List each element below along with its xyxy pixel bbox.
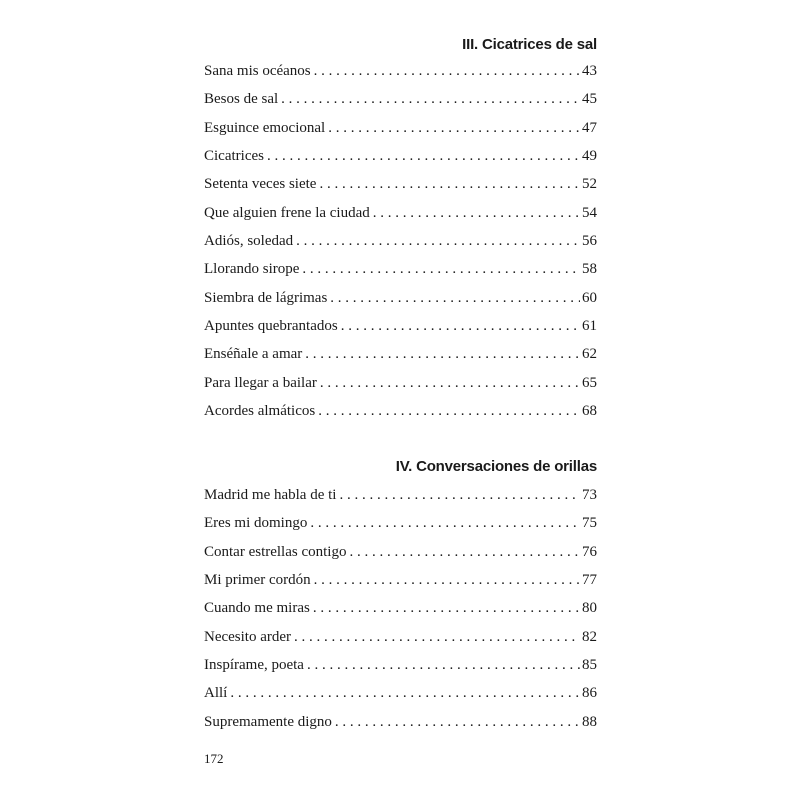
dot-leader [341,317,580,335]
dot-leader [320,374,580,392]
toc-entry-title: Apuntes quebrantados [204,317,338,334]
dot-leader [302,260,580,278]
toc-entry-title: Siembra de lágrimas [204,289,328,306]
toc-entry-page: 47 [582,119,597,136]
toc-entry-page: 86 [582,685,597,702]
dot-leader [307,656,580,674]
toc-entry [204,260,597,288]
toc-entry [204,514,597,542]
dot-leader [319,175,580,193]
toc-entry-page: 85 [582,656,597,673]
toc-entry [204,119,597,147]
toc-entry-title: Enséñale a amar [204,346,303,363]
toc-entry-title: Setenta veces siete [204,176,317,193]
toc-entry [204,147,597,175]
section-heading: III. Cicatrices de sal [462,36,597,53]
toc-section-conversaciones-de-orillas [204,457,597,741]
dot-leader [314,62,580,80]
toc-entry-title: Allí [204,685,228,702]
toc-entry-page: 45 [582,91,597,108]
toc-entry-title: Esguince emocional [204,119,326,136]
dot-leader [313,599,580,617]
toc-entry-page: 73 [582,487,597,503]
toc-entry-page: 82 [582,628,597,645]
toc-entry [204,175,597,203]
toc-entry-page: 43 [582,63,597,79]
toc-entry [204,571,597,599]
toc-entry-title: Adiós, soledad [204,232,294,249]
toc-entry-page: 52 [582,176,597,193]
toc-entry [204,486,597,514]
dot-leader [330,289,580,307]
toc-list [204,486,597,741]
toc-entry-title: Acordes almáticos [204,402,316,419]
toc-entry-page: 49 [582,147,597,164]
toc-list [204,62,597,430]
dot-leader [349,543,580,561]
toc-entry [204,599,597,627]
toc-entry-page: 60 [582,289,597,306]
dot-leader [305,345,580,363]
toc-entry [204,289,597,317]
toc-entry-title: Sana mis océanos [204,63,311,79]
dot-leader [328,119,580,137]
toc-entry-page: 76 [582,543,597,560]
page-number: 172 [204,751,224,766]
dot-leader [230,684,580,702]
toc-section-cicatrices-de-sal [204,35,597,430]
toc-entry [204,374,597,402]
dot-leader [267,147,580,165]
toc-entry-page: 75 [582,515,597,532]
toc-entry-page: 65 [582,374,597,391]
dot-leader [294,628,580,646]
toc-entry [204,656,597,684]
toc-entry-title: Que alguien frene la ciudad [204,204,370,221]
toc-entry-title: Madrid me habla de ti [204,487,337,503]
toc-entry [204,543,597,571]
toc-entry-title: Necesito arder [204,628,292,645]
dot-leader [335,713,580,731]
dot-leader [281,90,580,108]
toc-entry-title: Contar estrellas contigo [204,543,347,560]
toc-entry [204,62,597,90]
dot-leader [310,514,580,532]
dot-leader [296,232,580,250]
toc-entry-page: 62 [582,346,597,363]
toc-entry-page: 77 [582,571,597,588]
toc-entry-title: Inspírame, poeta [204,656,304,673]
toc-entry [204,90,597,118]
toc-entry [204,232,597,260]
toc-entry-page: 68 [582,402,597,419]
toc-entry [204,345,597,373]
toc-entry-page: 80 [582,600,597,617]
toc-entry-title: Mi primer cordón [204,571,311,588]
toc-entry-page: 56 [582,232,597,249]
toc-entry-page: 54 [582,204,597,221]
toc-entry-title: Besos de sal [204,91,279,108]
toc-entry-page: 88 [582,713,597,730]
toc-entry-title: Supremamente digno [204,713,332,730]
toc-entry-title: Cicatrices [204,147,264,164]
toc-entry [204,628,597,656]
toc-entry [204,317,597,345]
toc-entry-page: 58 [582,261,597,278]
toc-entry [204,402,597,430]
toc-entry-title: Para llegar a bailar [204,374,317,391]
section-heading: IV. Conversaciones de orillas [395,458,597,475]
dot-leader [314,571,580,589]
toc-entry-title: Llorando sirope [204,261,300,278]
dot-leader [373,204,580,222]
dot-leader [318,402,580,420]
toc-entry [204,204,597,232]
toc-entry-title: Eres mi domingo [204,515,308,532]
toc-entry [204,684,597,712]
toc-entry-title: Cuando me miras [204,600,310,617]
dot-leader [339,486,580,504]
toc-entry-page: 61 [582,317,597,334]
toc-entry [204,713,597,741]
